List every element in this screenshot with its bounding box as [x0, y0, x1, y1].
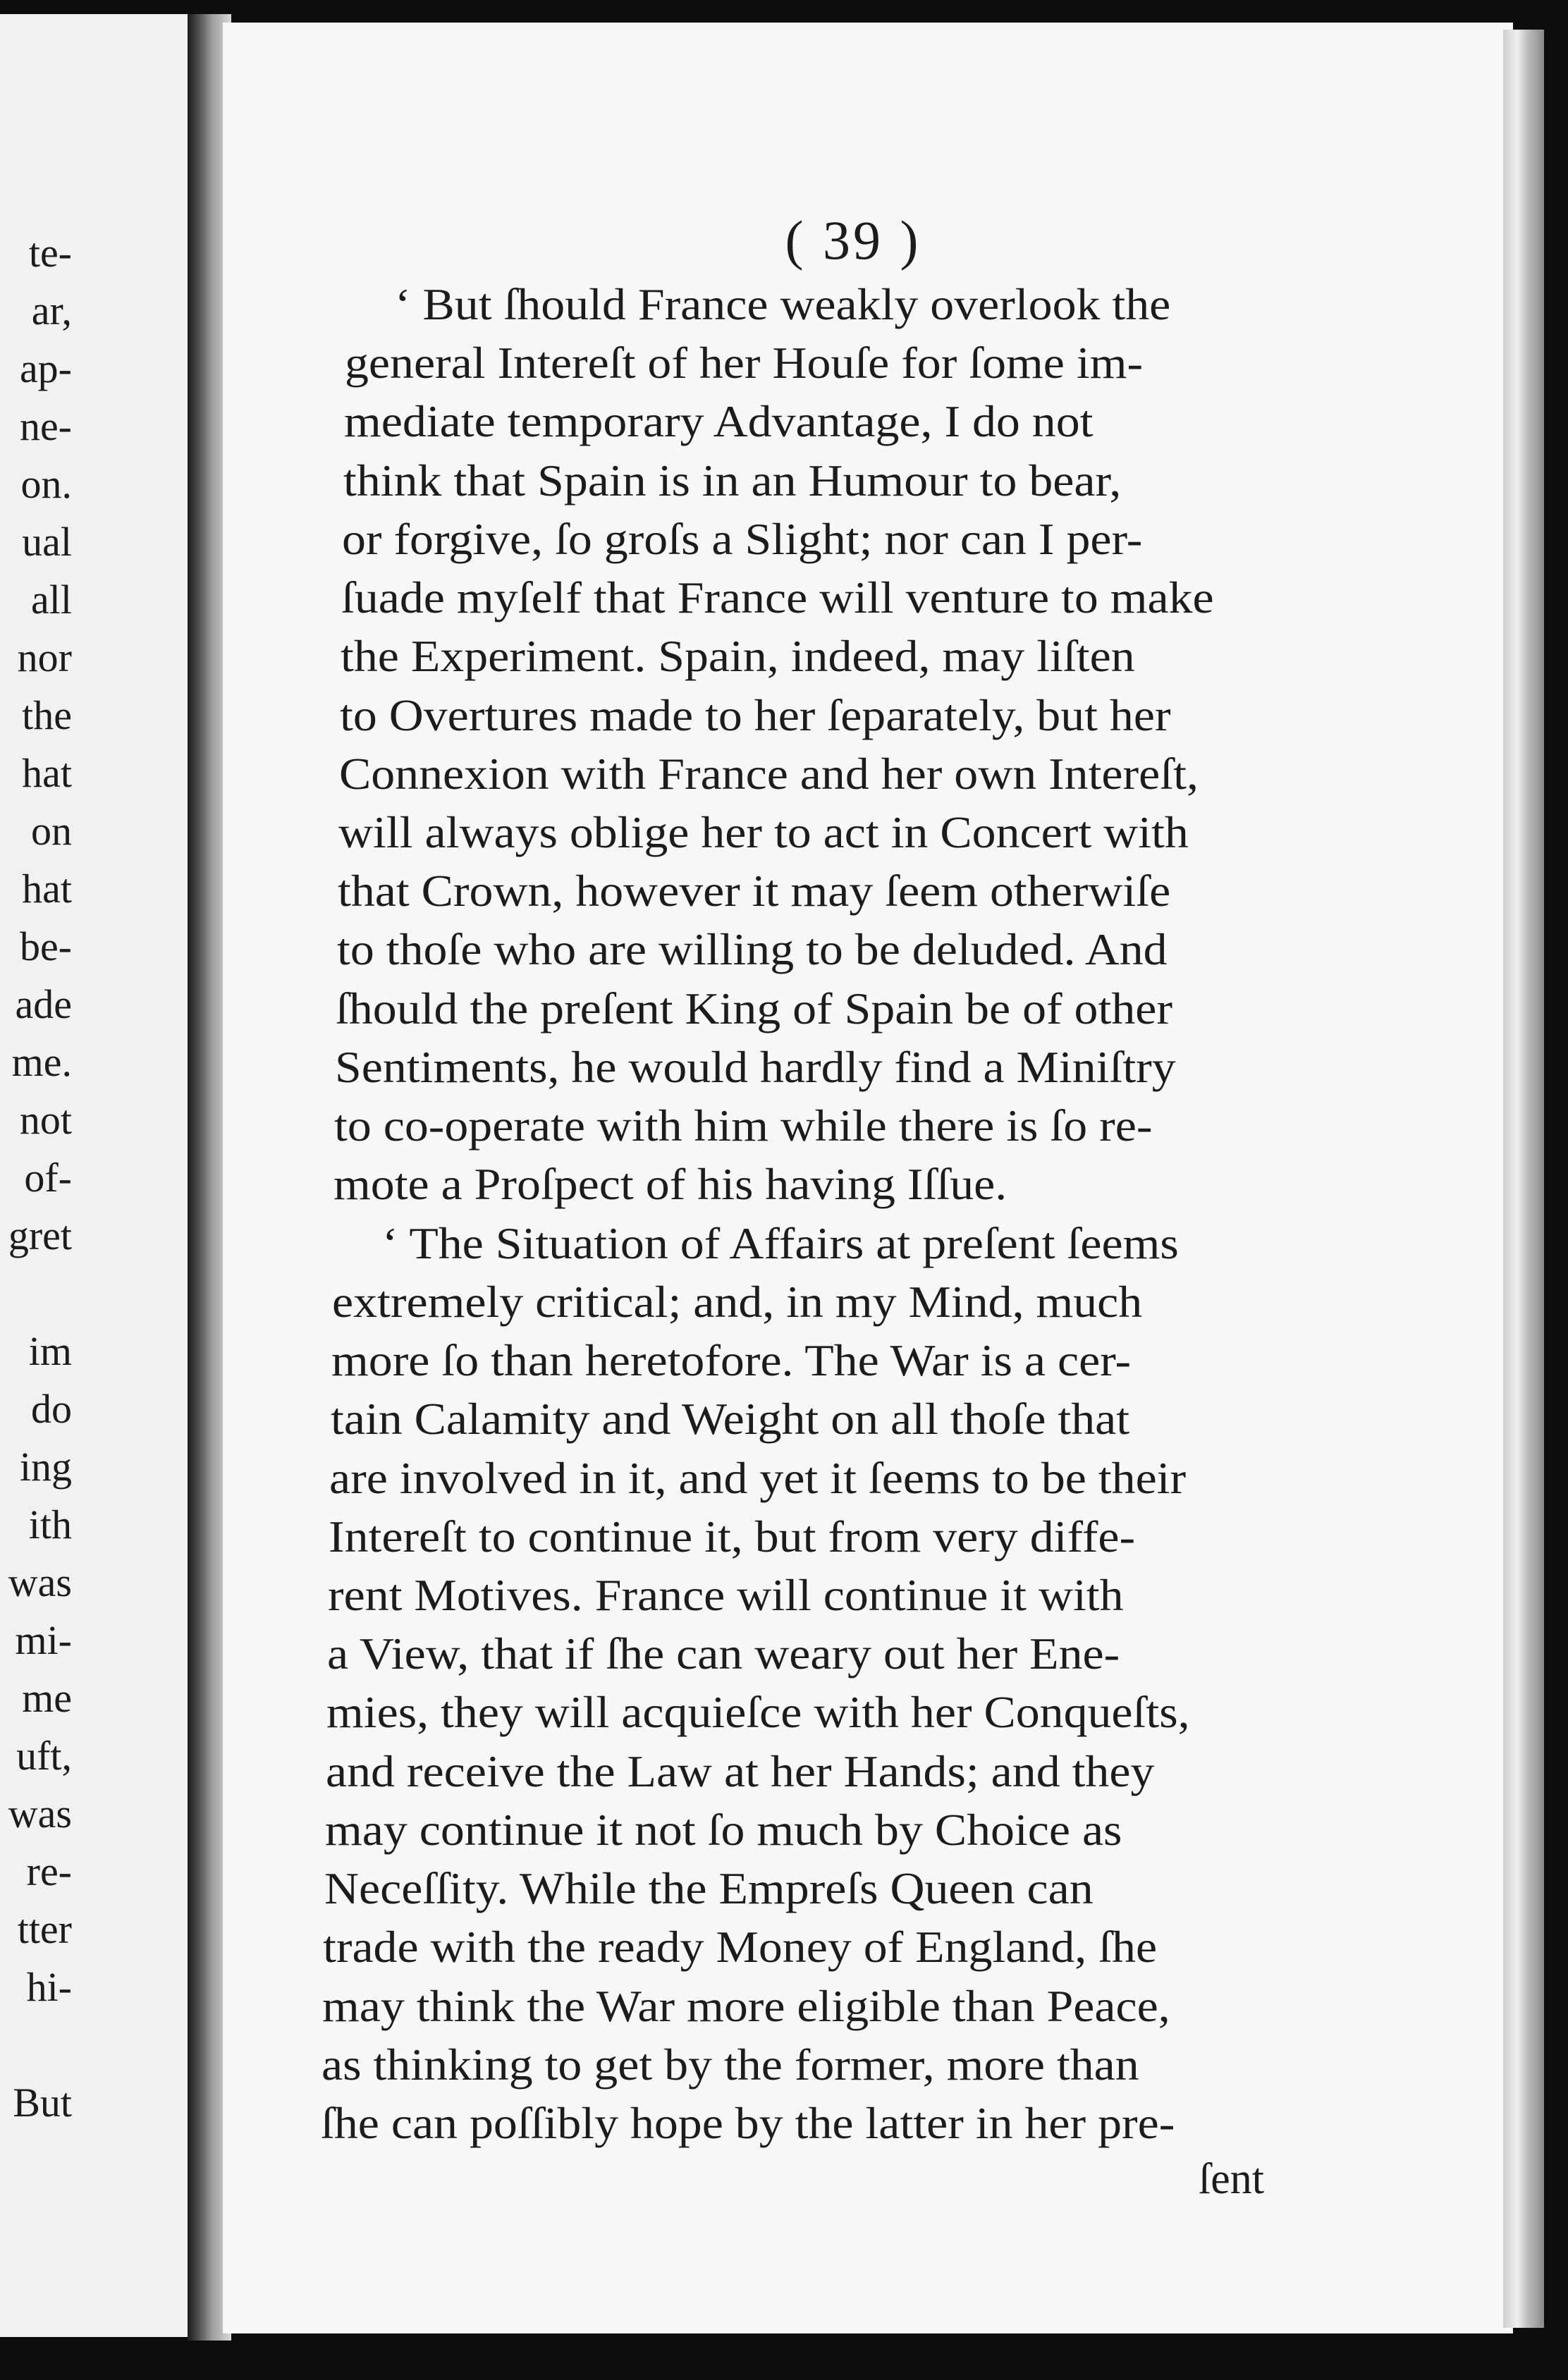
text-line: to thoſe who are willing to be deluded. And	[336, 924, 1168, 975]
text-line: will always oblige her to act in Concert with	[338, 807, 1189, 858]
text-line: trade with the ready Money of England, ſhe	[323, 1922, 1158, 1973]
text-line: that Crown, however it may ſeem otherwiſe	[337, 866, 1170, 916]
text-line: may continue it not ſo much by Choice as	[324, 1804, 1122, 1855]
text-line: as thinking to get by the former, more than	[321, 2039, 1139, 2090]
text-line: Intereſt to continue it, but from very diffe-	[329, 1511, 1136, 1562]
left-page-fragment: re-	[26, 1848, 72, 1894]
left-page-fragment: im	[28, 1328, 72, 1374]
text-line: ſuade myſelf that France will venture to make	[341, 572, 1214, 623]
text-line: ‘ The Situation of Affairs at preſent ſeems	[381, 1217, 1179, 1268]
text-line: ſhe can poſſibly hope by the latter in her pre-	[321, 2098, 1175, 2148]
left-page-fragment: was	[8, 1791, 72, 1836]
left-page-fragment: gret	[8, 1213, 72, 1258]
text-line: mote a Proſpect of his having Iſſue.	[333, 1159, 1007, 1210]
left-page-fragment: was	[8, 1559, 72, 1605]
text-line: mies, they will acquieſce with her Conqueſts,	[326, 1687, 1190, 1738]
text-line: a View, that if ſhe can weary out her Ene-	[327, 1628, 1120, 1679]
left-page-fragment: do	[31, 1386, 72, 1432]
left-page-fragment: mi-	[15, 1617, 72, 1663]
left-page-fragment: tter	[17, 1906, 72, 1952]
text-line: the Experiment. Spain, indeed, may liſten	[341, 631, 1135, 682]
text-line: to co-operate with him while there is ſo re-	[334, 1100, 1153, 1151]
page-edge	[1503, 30, 1544, 2328]
text-line: think that Spain is in an Humour to bear,	[343, 455, 1121, 505]
left-page-fragment: ing	[19, 1444, 72, 1490]
left-page-fragment: But	[13, 2080, 72, 2126]
left-page-fragment: ade	[15, 981, 72, 1027]
text-line: tain Calamity and Weight on all thoſe that	[330, 1394, 1129, 1444]
text-line: to Overtures made to her ſeparately, but her	[340, 689, 1171, 740]
text-line: and receive the Law at her Hands; and they	[325, 1746, 1155, 1796]
page-number: ( 39 )	[785, 209, 921, 271]
left-page-fragment: me.	[11, 1039, 72, 1085]
left-page-fragment: hat	[22, 866, 72, 912]
left-page-fragment: not	[19, 1097, 72, 1143]
text-line: more ſo than heretofore. The War is a cer-	[331, 1335, 1131, 1386]
left-facing-page	[0, 14, 202, 2337]
text-line: Neceſſity. While the Empreſs Queen can	[324, 1863, 1094, 1914]
left-page-fragment: ne-	[19, 403, 72, 449]
left-page-fragment: of-	[24, 1155, 72, 1201]
left-page-fragment: ar,	[31, 288, 72, 333]
left-page-fragment: nor	[17, 634, 72, 680]
catchword: ſent	[1199, 2155, 1264, 2203]
text-line: are involved in it, and yet it ſeems to be their	[329, 1452, 1187, 1503]
text-line: general Intereſt of her Houſe for ſome im-	[344, 338, 1143, 388]
text-line: or forgive, ſo groſs a Slight; nor can I per-	[342, 513, 1143, 564]
text-line: mediate temporary Advantage, I do not	[343, 396, 1094, 447]
left-page-fragment: the	[22, 692, 72, 738]
left-page-fragment: ual	[22, 519, 72, 565]
left-page-fragment: hi-	[26, 1964, 72, 2010]
left-page-fragment: te-	[28, 230, 72, 276]
text-line: ſhould the preſent King of Spain be of other	[336, 983, 1173, 1033]
left-page-fragment: ith	[28, 1502, 72, 1547]
text-line: ‘ But ſhould France weakly overlook the	[395, 279, 1171, 329]
left-page-fragment: on.	[20, 461, 72, 507]
left-page-fragments	[0, 14, 199, 2337]
left-page-fragment: on	[31, 808, 72, 854]
text-line: Connexion with France and her own Intereſt,	[338, 748, 1199, 799]
text-line: rent Motives. France will continue it with	[328, 1569, 1124, 1620]
left-page-fragment: ap-	[19, 345, 72, 391]
left-page-fragment: uft,	[16, 1733, 72, 1779]
text-line: extremely critical; and, in my Mind, much	[331, 1276, 1143, 1327]
text-line: Sentiments, he would hardly find a Miniſtry	[335, 1041, 1177, 1092]
left-page-fragment: hat	[22, 750, 72, 796]
left-page-fragment: be-	[19, 924, 72, 969]
text-line: may think the War more eligible than Peace,	[322, 1980, 1170, 2031]
left-page-fragment: me	[22, 1675, 72, 1721]
left-page-fragment: all	[31, 577, 72, 622]
